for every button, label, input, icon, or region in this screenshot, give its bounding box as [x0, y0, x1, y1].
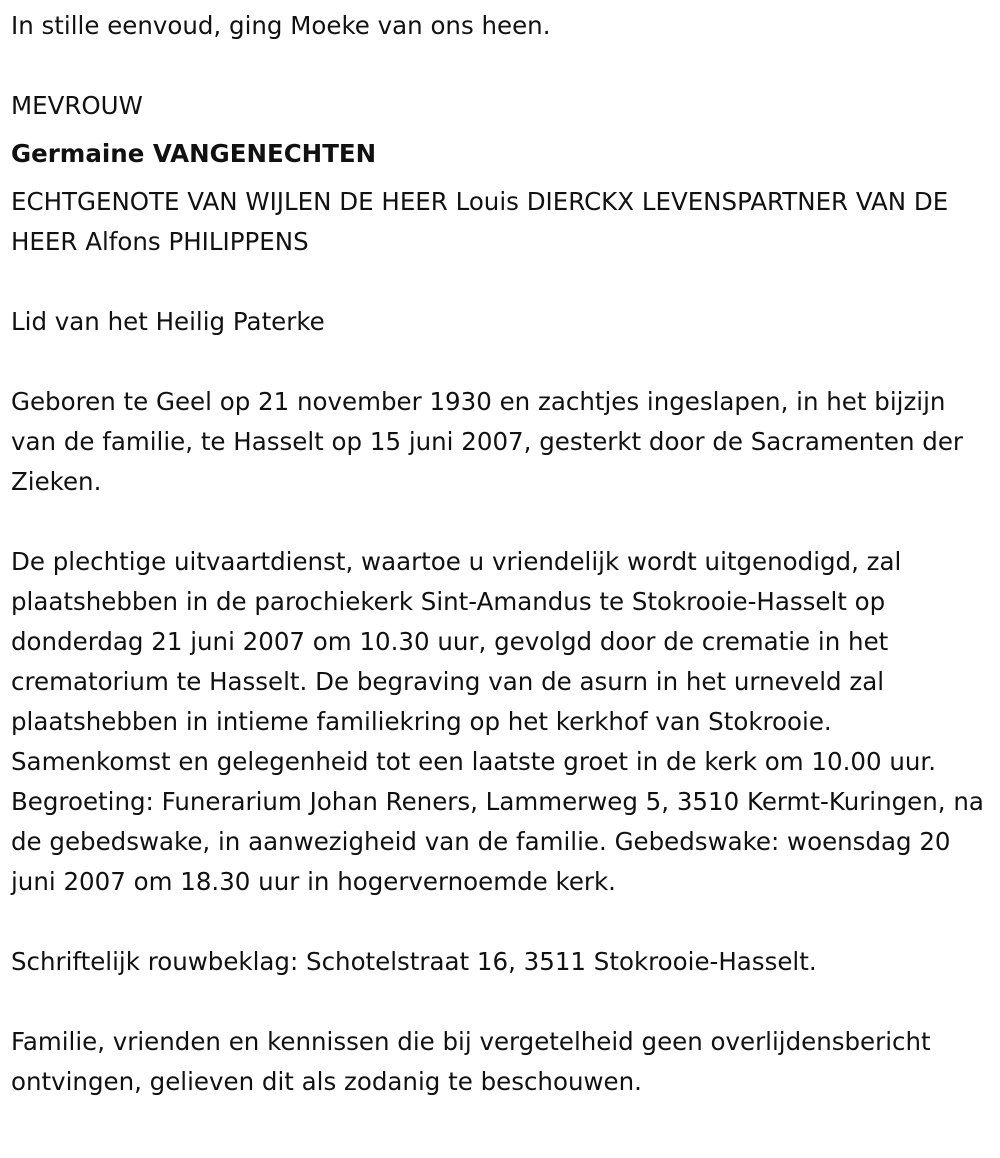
condolence-address-text: Schriftelijk rouwbeklag: Schotelstraat 16, 3511 Stokrooie-Hasselt. [11, 947, 817, 976]
membership-text: Lid van het Heilig Paterke [11, 307, 325, 336]
intro-text: In stille eenvoud, ging Moeke van ons heen. [11, 11, 551, 40]
relations-text: ECHTGENOTE VAN WIJLEN DE HEER Louis DIERCKX LEVENSPARTNER VAN DE HEER Alfons PHILIPPENS [11, 187, 949, 256]
deceased-name: Germaine VANGENECHTEN [11, 139, 377, 168]
salutation: MEVROUW [11, 91, 143, 120]
birth-death-text: Geboren te Geel op 21 november 1930 en zachtjes ingeslapen, in het bijzijn van de familie, te Hasselt op 15 juni 2007, gesterkt door de Sacramenten der Zieken. [11, 387, 964, 496]
funeral-details-text: De plechtige uitvaartdienst, waartoe u vriendelijk wordt uitgenodigd, zal plaatshebben in de parochiekerk Sint-Amandus te Stokrooie-Hasselt op donderdag 21 juni 2007 om 10.30 uur, gevolgd door de crematie in het crematorium te Hasselt. De begraving van de asurn in het urneveld zal plaatshebben in intieme familiekring op het kerkhof van Stokrooie. Samenkomst en gelegenheid tot een laatste groet in de kerk om 10.00 uur. Begroeting: Funerarium Johan Reners, Lammerweg 5, 3510 Kermt-Kuringen, na de gebedswake, in aanwezigheid van de familie. Gebedswake: woensdag 20 juni 2007 om 18.30 uur in hogervernoemde kerk. [11, 547, 984, 896]
closing-note-text: Familie, vrienden en kennissen die bij vergetelheid geen overlijdensbericht ontvingen, gelieven dit als zodanig te beschouwen. [11, 1027, 931, 1096]
